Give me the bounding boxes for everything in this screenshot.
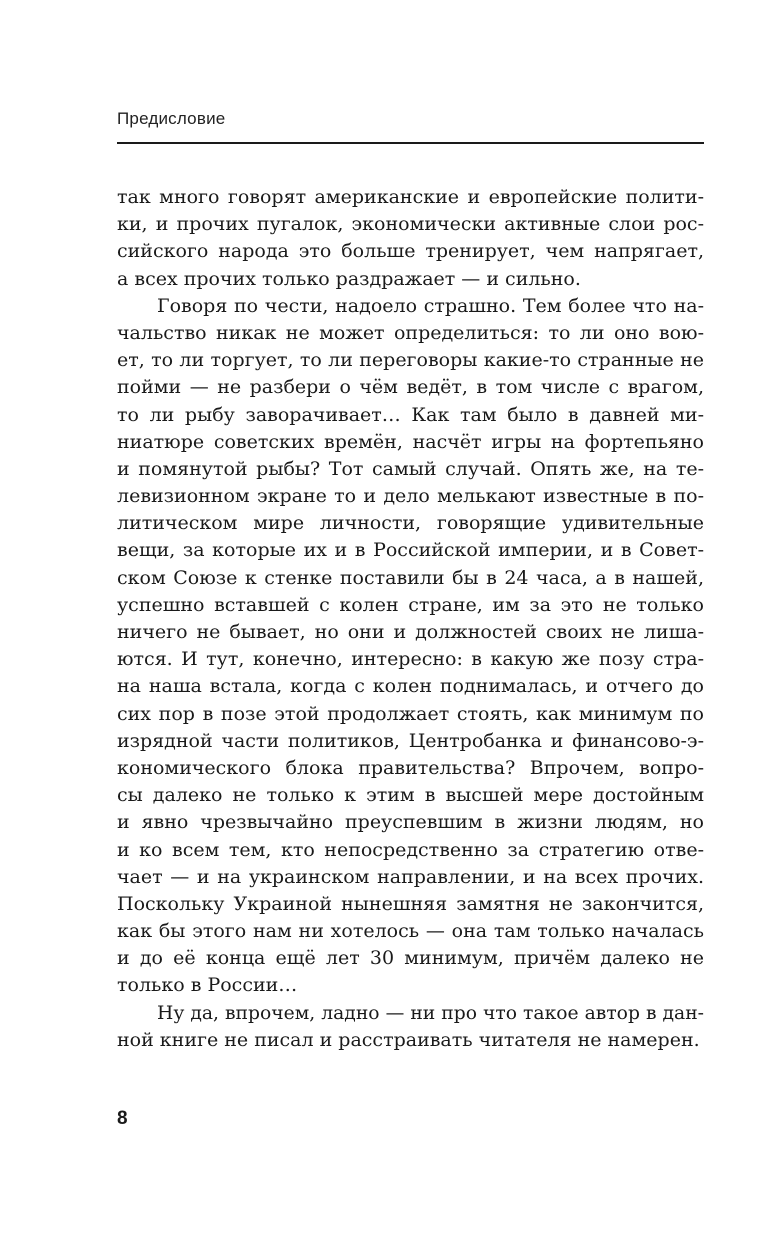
text-line: Говоря по чести, надоело страшно. Тем более что на- [157,294,704,317]
text-line: изрядной части политиков, Центробанка и финансово-э- [117,729,704,752]
text-line: и до её конца ещё лет 30 минимум, причём далеко не [117,947,704,970]
text-line: чальство никак не может определиться: то ли оно вою- [117,321,704,344]
text-line: и явно чрезвычайно преуспевшим в жизни людям, но [117,811,704,834]
text-line: только в России… [117,974,298,997]
text-line: ниатюре советских времён, насчёт игры на фортепьяно [117,430,704,453]
text-line: ной книге не писал и расстраивать читателя не намерен. [117,1028,700,1051]
text-line: то ли рыбу заворачивает… Как там было в давней ми- [117,403,704,426]
text-line: ском Союзе к стенке поставили бы в 24 часа, а в нашей, [117,566,704,589]
text-line: ются. И тут, конечно, интересно: в какую же позу стра- [117,648,704,671]
header-rule [117,142,704,144]
text-line: литическом мире личности, говорящие удивительные [117,512,704,535]
text-line: сийского народа это больше тренирует, чем напрягает, [117,240,704,263]
text-line: и ко всем тем, кто непосредственно за стратегию отве- [117,838,704,861]
paragraph [117,184,704,293]
text-line: кономического блока правительства? Впрочем, вопро- [117,756,704,779]
text-line: а всех прочих только раздражает — и сильно. [117,267,581,290]
text-line: чает — и на украинском направлении, и на всех прочих. [117,865,704,888]
text-line: пойми — не разбери о чём ведёт, в том числе с врагом, [117,376,704,399]
body-text [117,184,704,1054]
text-line: ничего не бывает, но они и должностей своих не лиша- [117,621,704,643]
text-line: Ну да, впрочем, ладно — ни про что такое автор в дан- [157,1002,704,1024]
text-line: сы далеко не только к этим в высшей мере достойным [117,784,704,807]
text-line: и помянутой рыбы? Тот самый случай. Опять же, на те- [117,457,704,480]
text-line: на наша встала, когда с колен поднималась, и отчего до [117,675,704,698]
paragraph [117,1000,704,1054]
text-line: ки, и прочих пугалок, экономически активные слои рос- [117,213,704,236]
page-number: 8 [117,1108,128,1129]
text-line: Поскольку Украиной нынешняя замятня не закончится, [117,892,704,915]
text-line: сих пор в позе этой продолжает стоять, как минимум по [117,702,704,725]
text-line: успешно вставшей с колен стране, им за это не только [117,593,704,616]
text-line: ет, то ли торгует, то ли переговоры какие-то странные не [117,349,704,372]
text-line: левизионном экране то и дело мелькают известные в по- [117,485,704,508]
text-line: так много говорят американские и европейские полити- [117,186,704,208]
running-head: Предисловие [117,109,226,128]
text-line: вещи, за которые их и в Российской империи, и в Совет- [117,539,704,562]
text-line: как бы этого нам ни хотелось — она там только началась [117,920,704,943]
paragraph [117,293,704,1000]
